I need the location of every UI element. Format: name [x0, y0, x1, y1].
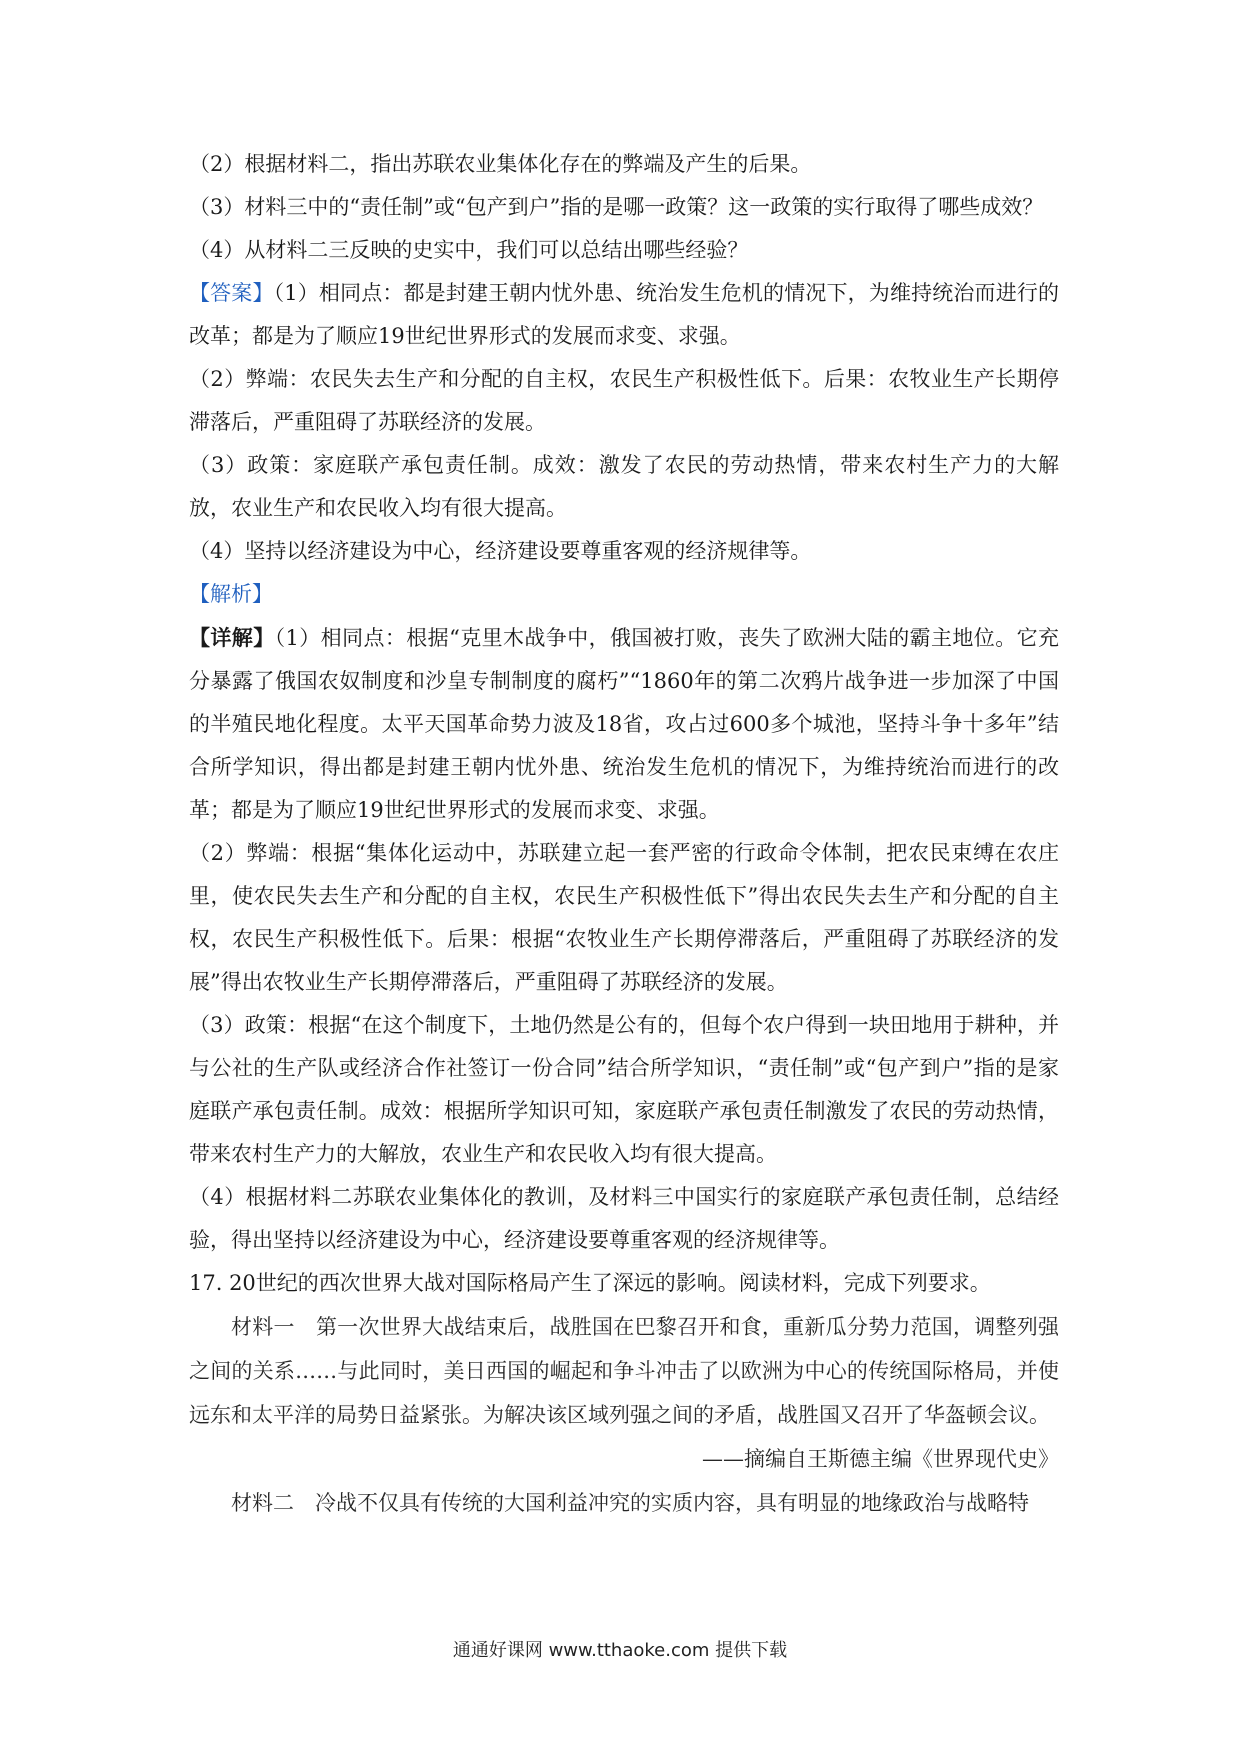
detail-2: （2）弊端：根据“集体化运动中，苏联建立起一套严密的行政命令体制，把农民束缚在农庄里，使农民失去生产和分配的自主权，农民生产积极性低下”得出农民失去生产和分配的自主权，农民生产积极性低下。后果：根据“农牧业生产长期停滞落后，严重阻碍了苏联经济的发展”得出农牧业生产长期停滞落后，严重阻碍了苏联经济的发展。 — [189, 841, 1059, 994]
material-2: 材料二 冷战不仅具有传统的大国利益冲究的实质内容，具有明显的地缘政治与战略特 — [231, 1491, 1029, 1515]
detail-3: （3）政策：根据“在这个制度下，土地仍然是公有的，但每个农户得到一块田地用于耕种，并与公社的生产队或经济合作社签订一份合同”结合所学知识，“责任制”或“包产到户”指的是家庭联产承包责任制。成效：根据所学知识可知，家庭联产承包责任制激发了农民的劳动热情，带来农村生产力的大解放，农业生产和农民收入均有很大提高。 — [189, 1013, 1059, 1166]
detail-tag: 【详解】 — [189, 625, 275, 650]
question-2: （2）根据材料二，指出苏联农业集体化存在的弊端及产生的后果。 — [189, 152, 812, 176]
question-3: （3）材料三中的“责任制”或“包产到户”指的是哪一政策？这一政策的实行取得了哪些成效？ — [189, 195, 1044, 219]
answer-2: （2）弊端：农民失去生产和分配的自主权，农民生产积极性低下。后果：农牧业生产长期停滞落后，严重阻碍了苏联经济的发展。 — [189, 367, 1059, 434]
answer-3: （3）政策：家庭联产承包责任制。成效：激发了农民的劳动热情，带来农村生产力的大解放，农业生产和农民收入均有很大提高。 — [189, 453, 1059, 520]
page-content — [189, 143, 1059, 1525]
detail-1-text: （1）相同点：根据“克里木战争中，俄国被打败，丧失了欧洲大陆的霸主地位。它充分暴露了俄国农奴制度和沙皇专制制度的腐朽”“1860年的第二次鸦片战争进一步加深了中国的半殖民地化程度。太平天国革命势力波及18省，攻占过600多个城池，坚持斗争十多年”结合所学知识，得出都是封建王朝内忧外患、统治发生危机的情况下，为维持统治而进行的改革；都是为了顺应19世纪世界形式的发展而求变、求强。 — [189, 626, 1060, 822]
material-1-source: ——摘编自王斯德主编《世界现代史》 — [702, 1447, 1059, 1471]
question-17-stem: 17. 20世纪的西次世界大战对国际格局产生了深远的影响。阅读材料，完成下列要求。 — [189, 1271, 991, 1295]
detail-4: （4）根据材料二苏联农业集体化的教训，及材料三中国实行的家庭联产承包责任制，总结经验，得出坚持以经济建设为中心，经济建设要尊重客观的经济规律等。 — [189, 1185, 1059, 1252]
material-1: 材料一 第一次世界大战结束后，战胜国在巴黎召开和食，重新瓜分势力范国，调整列强之间的关系……与此同时，美日西国的崛起和争斗冲击了以欧洲为中心的传统国际格局，并使远东和太平洋的局势日益紧张。为解决该区域列强之间的矛盾，战胜国又召开了华盔顿会议。 — [189, 1315, 1059, 1427]
analysis-tag: 【解析】 — [189, 582, 273, 606]
page-footer: 通通好课网 www.tthaoke.com 提供下载 — [452, 1640, 788, 1661]
question-4: （4）从材料二三反映的史实中，我们可以总结出哪些经验？ — [189, 238, 749, 262]
answer-tag: 【答案】 — [189, 281, 274, 305]
answer-4: （4）坚持以经济建设为中心，经济建设要尊重客观的经济规律等。 — [189, 539, 812, 563]
answer-1 — [189, 272, 1059, 358]
answer-1-text: （1）相同点：都是封建王朝内忧外患、统治发生危机的情况下，为维持统治而进行的改革；都是为了顺应19世纪世界形式的发展而求变、求强。 — [189, 281, 1060, 348]
detail-1 — [189, 616, 1059, 832]
